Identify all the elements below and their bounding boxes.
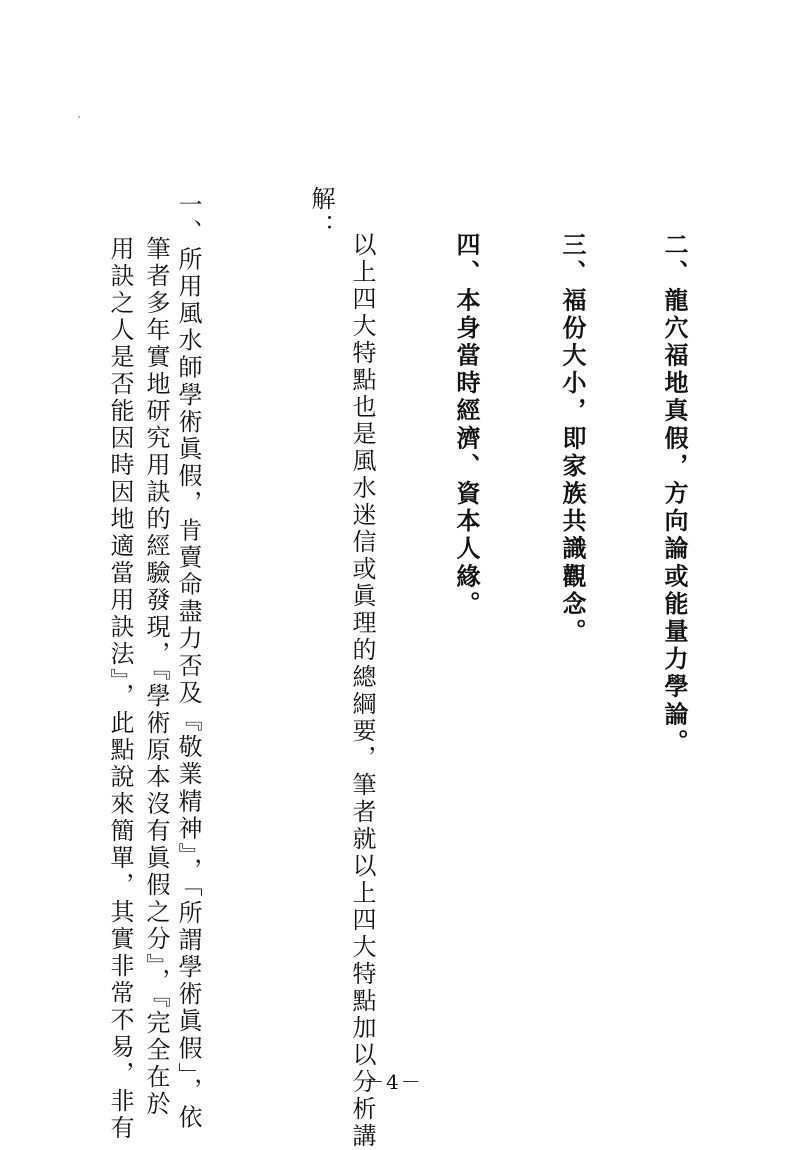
point-four (454, 232, 478, 618)
explanation-line-3: 用訣之人是否能因時因地適當用訣法』，此點說來簡單，其實非常不易，非有 (106, 236, 134, 1142)
point-two-label: 二、 (660, 232, 688, 288)
point-three-text: 福份大小，即家族共識觀念。 (558, 287, 586, 647)
page-number: －4－ (364, 1070, 423, 1094)
point-two-text: 龍穴福地真假，方向論或能量力學論。 (660, 287, 688, 757)
explanation-line-1: 一、所用風水師學術眞假，肯賣命盡力否及『敬業精神』，「所謂學術眞假」，依 (174, 192, 202, 1132)
point-four-label: 四、 (452, 232, 480, 288)
scan-speck (78, 116, 80, 118)
point-three-label: 三、 (558, 232, 586, 288)
point-three (560, 232, 584, 646)
explanation-heading: 解： (307, 186, 335, 241)
point-four-text: 本身當時經濟、資本人緣。 (452, 287, 480, 619)
summary-line: 以上四大特點也是風水迷信或眞理的總綱要，筆者就以上四大特點加以分析講 (348, 232, 376, 1150)
explanation-line-2: 筆者多年實地研究用訣的經驗發現，『學術原本沒有眞假之分』，『完全在於 (142, 236, 170, 1118)
point-two (662, 232, 686, 756)
